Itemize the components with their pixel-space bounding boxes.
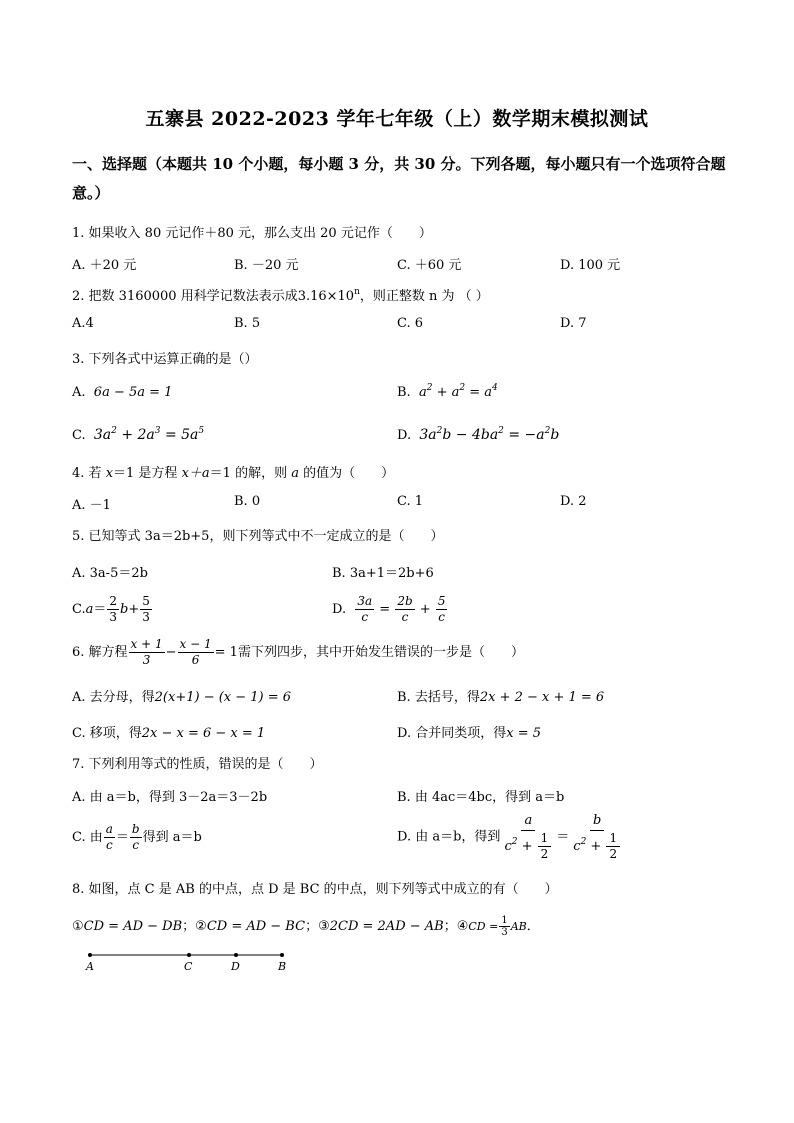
q3-c-label: C. — [72, 428, 86, 443]
question-1-stem: 1. 如果收入 80 元记作＋80 元，那么支出 20 元记作（ ） — [72, 226, 432, 241]
question-6-stem: 6. 解方程 $\frac{x + 1}{3}$ − $\frac{x - 1}{6}$ = 1需下列四步，其中开始发生错误的一步是（ ） — [72, 637, 524, 667]
q3-option-c — [72, 427, 204, 443]
q3-c-expr: $3a^2 + 2a^3 = 5a^5$ — [93, 426, 205, 443]
q3-b-label: B. — [397, 385, 411, 400]
q8-statement-3: 2CD = 2AD − AB — [329, 919, 444, 934]
q4-option-c: C. 1 — [397, 494, 424, 509]
q2-option-c: C. 6 — [397, 316, 424, 331]
q6-stem-part2: 需下列四步，其中开始发生错误的一步是（ ） — [237, 645, 524, 660]
question-2-stem — [72, 285, 489, 304]
q3-d-label: D. — [397, 428, 412, 443]
q6-d-expr: x = 5 — [506, 726, 541, 741]
q4-stem-part3: ＝1 的解，则 — [209, 466, 288, 481]
q8-statement-4b: AB — [510, 920, 527, 933]
q6-option-a — [72, 686, 291, 705]
q7-option-d: D. 由 a＝b，得到 a $c^2$ + $\frac{1}{2}$ ＝ b $c^2$ + $\frac{1}{2}$ — [397, 812, 625, 862]
q7-d-label: D. 由 a＝b，得到 — [397, 829, 501, 845]
q5-d-label: D. — [332, 602, 347, 617]
q4-stem-part2: ＝1 是方程 — [113, 466, 178, 481]
q4-option-b: B. 0 — [234, 494, 261, 509]
label-c: C — [184, 960, 193, 973]
q2-option-d: D. 7 — [560, 316, 587, 331]
label-b: B — [278, 960, 287, 973]
q5-c-label: C. — [72, 602, 86, 617]
line-segment-figure — [84, 952, 304, 982]
q2-option-a: A.4 — [72, 316, 94, 331]
exam-title: 五寨县 2022-2023 学年七年级（上）数学期末模拟测试 — [145, 108, 649, 130]
q4-option-d: D. 2 — [560, 494, 587, 509]
point-c — [187, 953, 191, 957]
section-heading: 一、选择题（本题共 10 个小题，每小题 3 分，共 30 分。下列各题，每小题只有一个选项符合题意。） — [72, 155, 726, 202]
q6-d-label: D. 合并同类项，得 — [397, 726, 507, 741]
q6-b-label: B. 去括号，得 — [397, 690, 480, 705]
q5-option-c: C.a＝ $\frac{2}{3}$ b+ $\frac{5}{3}$ — [72, 594, 150, 624]
question-7-stem: 7. 下列利用等式的性质，错误的是（ ） — [72, 757, 323, 772]
q4-option-a: A. －1 — [72, 498, 111, 513]
q2-stem-part1: 2. 把数 3160000 用科学记数法表示成 — [72, 289, 298, 304]
point-d — [234, 953, 238, 957]
q5-option-a: A. 3a-5＝2b — [72, 566, 148, 581]
q7-option-b: B. 由 4ac＝4bc，得到 a＝b — [397, 790, 565, 805]
point-a — [88, 953, 92, 957]
q3-b-expr: $a^2 + a^2 = a^4$ — [418, 383, 498, 400]
q7-c-label: C. 由 — [72, 830, 103, 845]
q8-statements: ①CD = AD − DB；②CD = AD − BC；③2CD = 2AD − AB；④CD = $\frac{1}{3}$ AB． — [72, 915, 540, 938]
question-3-stem: 3. 下列各式中运算正确的是（） — [72, 352, 258, 367]
q2-stem-part2: ，则正整数 n 为 （ ） — [359, 289, 489, 304]
q8-statement-2: CD = AD − BC — [206, 919, 306, 934]
q7-option-c: C. 由 $\frac{a}{c}$ ＝ $\frac{b}{c}$ 得到 a＝b — [72, 822, 202, 852]
question-5-stem: 5. 已知等式 3a＝2b+5，则下列等式中不一定成立的是（ ） — [72, 529, 444, 544]
q4-var-a: a — [291, 466, 299, 481]
q6-a-expr: 2(x+1) − (x − 1) = 6 — [154, 690, 292, 705]
q2-sci-notation: 3.16×10 — [297, 289, 355, 304]
q1-option-d: D. 100 元 — [560, 258, 621, 273]
q8-statement-4a: CD = — [468, 920, 499, 933]
q2-option-b: B. 5 — [234, 316, 261, 331]
q3-a-label: A. — [72, 385, 86, 400]
q1-option-c: C. ＋60 元 — [397, 258, 462, 273]
q3-d-expr: $3a^2b - 4ba^2 = -a^2b$ — [419, 426, 560, 443]
q6-option-c — [72, 722, 265, 741]
q4-stem-part1: 4. 若 — [72, 466, 102, 481]
q6-c-expr: 2x − x = 6 − x = 1 — [141, 726, 266, 741]
q1-option-a: A. ＋20 元 — [72, 258, 137, 273]
q5-option-d: D. $\frac{3a}{c}$ = $\frac{2b}{c}$ + $\frac{5}{c}$ — [332, 594, 446, 624]
q3-option-a — [72, 385, 172, 400]
q4-stem-part4: 的值为（ ） — [303, 466, 395, 481]
label-a: A — [86, 960, 94, 973]
q8-statement-1: CD = AD − DB — [83, 919, 183, 934]
q6-a-label: A. 去分母，得 — [72, 690, 155, 705]
q5-option-b: B. 3a+1＝2b+6 — [332, 566, 434, 581]
q3-option-b — [397, 385, 498, 400]
q6-c-label: C. 移项，得 — [72, 726, 142, 741]
q6-option-b — [397, 686, 604, 705]
q6-option-d — [397, 722, 541, 741]
point-b — [280, 953, 284, 957]
q6-stem-part1: 6. 解方程 — [72, 645, 128, 660]
q1-option-b: B. －20 元 — [234, 258, 299, 273]
q7-c-tail: 得到 a＝b — [142, 830, 202, 845]
q3-option-d — [397, 427, 559, 443]
q6-b-expr: 2x + 2 − x + 1 = 6 — [479, 690, 605, 705]
q4-var-x: x — [105, 466, 114, 481]
label-d: D — [231, 960, 240, 973]
question-4-stem — [72, 462, 394, 481]
q4-equation: x＋a — [181, 466, 210, 481]
q3-a-expr: 6a − 5a = 1 — [93, 385, 173, 400]
q7-option-a: A. 由 a＝b，得到 3－2a＝3－2b — [72, 790, 268, 805]
q2-sci-exponent: n — [354, 287, 360, 297]
question-8-stem: 8. 如图，点 C 是 AB 的中点，点 D 是 BC 的中点，则下列等式中成立的有（ ） — [72, 882, 558, 897]
